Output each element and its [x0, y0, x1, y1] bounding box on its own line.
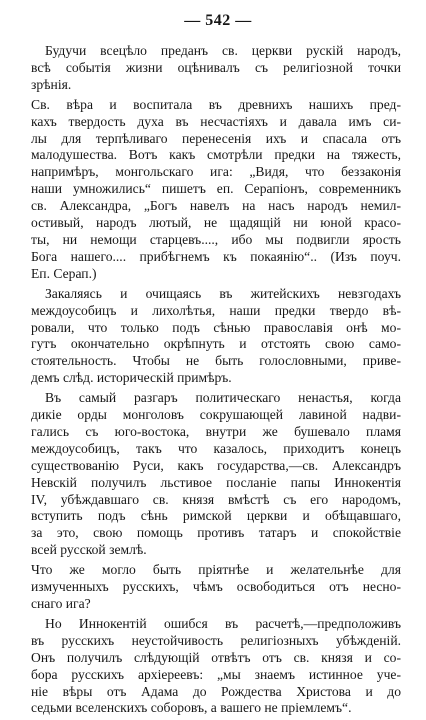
text-line: IV, убѣждавшаго св. князя вмѣстѣ съ его народомъ, [31, 491, 401, 507]
text-line: остивый, народъ лютый, не щадящій ни юной красо- [31, 215, 401, 231]
text-line: наши умножились“ пишетъ еп. Серапіонъ, современникъ [31, 181, 401, 197]
text-line: ты, ни немощи старцевъ...., ибо мы подвигли ярость [31, 231, 401, 247]
text-line: всѣ событія жизни оцѣнивалъ съ религіозной точки [31, 59, 401, 75]
paragraph-1 [31, 43, 401, 94]
text-line: ровали, что только подъ сѣнью православія онѣ мо- [31, 319, 401, 335]
text-line: Невскій получилъ льстивое посланіе папы Иннокентія [31, 474, 401, 490]
text-line: снаго ига? [31, 596, 91, 611]
paragraph-3 [31, 286, 401, 387]
paragraph-4 [31, 390, 401, 559]
text-line: за это, свою помощь противъ татаръ и спокойствіе [31, 525, 401, 541]
text-line: Еп. Серап.) [31, 265, 97, 281]
text-line: Будучи всецѣло преданъ св. церкви рускій народъ, [45, 43, 401, 58]
text-line: дикіе орды монголовъ сокрушающей лавиной надви- [31, 407, 401, 423]
text-line: междоусобицъ, такъ что казалось, приходитъ конецъ [31, 440, 401, 456]
paragraph-2 [31, 97, 401, 283]
text-line: вступить подъ сѣнь римской церкви и обѣщавшаго, [31, 508, 401, 524]
text-line: гались съ юго-востока, внутри же бушевало пламя [31, 423, 401, 439]
text-line: Св. вѣра и воспитала въ древнихъ нашихъ пред- [31, 96, 401, 112]
text-line: Но Иннокентій ошибся въ расчетѣ,—предположивъ [45, 615, 401, 631]
text-line: Закаляясь и очищаясь въ житейскихъ невзгодахъ [45, 285, 401, 301]
text-line: седьми вселенскихъ соборовъ, а вашего не пріемлемъ“. [31, 700, 352, 716]
text-line: демъ слѣд. историческій примѣръ. [31, 370, 232, 386]
text-line: зрѣнія. [31, 76, 72, 92]
text-line: Бога нашего.... прибѣгнемъ къ покаянію“.. (Изъ поуч. [31, 248, 401, 264]
page-number: — 542 — [184, 12, 252, 29]
text-line: всей русской землѣ. [31, 542, 147, 558]
text-line: измученныхъ русскихъ, чѣмъ освободиться отъ несно- [31, 579, 401, 595]
text-line: гутъ окончательно окрѣпнуть и отстоять свою само- [31, 336, 401, 352]
text-line: Что же могло быть пріятнѣе и желательнѣе для [31, 562, 401, 578]
text-line: существованію Руси, какъ государства,—св. Александръ [31, 457, 401, 473]
text-line: малодушества. Вотъ какъ смотрѣли предки на тяжесть, [31, 147, 401, 163]
text-line: напримѣръ, монгольскаго ига: „Видя, что беззаконія [31, 164, 401, 180]
text-line: лы для терпѣливаго перенесенія ихъ и спасала отъ [31, 130, 401, 146]
text-line: Онъ получилъ слѣдующій отвѣтъ отъ св. князя и со- [31, 649, 401, 665]
text-line: междоусобицъ и лихолѣтья, наши предки твердо вѣ- [31, 302, 401, 318]
paragraph-5 [31, 562, 401, 613]
text-line: въ русскихъ неустойчивость религіозныхъ убѣжденій. [31, 632, 401, 648]
text-line: св. Александра, „Богъ навелъ на насъ народъ немил- [31, 198, 401, 214]
text-line: бора русскихъ архіереевъ: „мы знаемъ истинное уче- [31, 666, 401, 682]
text-line: кахъ твердость духа въ несчастіяхъ и давала имъ си- [31, 113, 401, 129]
text-line: Въ самый разгаръ политическаго ненастья, когда [45, 390, 401, 406]
text-line: ніе вѣры отъ Адама до Рождества Христова и до [31, 683, 401, 699]
paragraph-6 [31, 616, 401, 717]
text-line: стоятельность. Чтобы не быть голословными, приве- [31, 353, 401, 369]
